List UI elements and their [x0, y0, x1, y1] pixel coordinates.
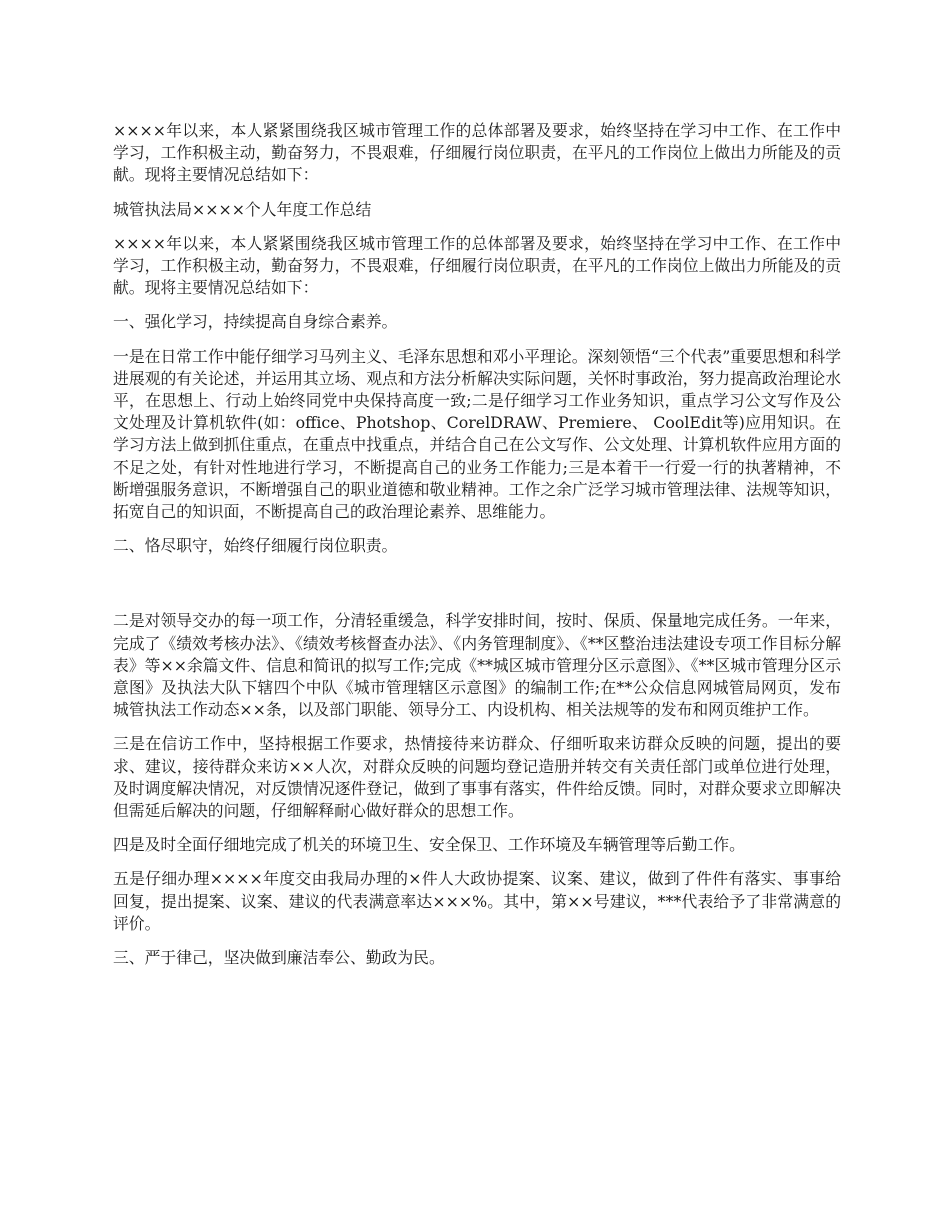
intro-paragraph: ××××年以来，本人紧紧围绕我区城市管理工作的总体部署及要求，始终坚持在学习中工作、在工作中学习，工作积极主动，勤奋努力，不畏艰难，仔细履行岗位职责，在平凡的工作岗位上做出力所能及的贡献。现将主要情况总结如下：: [113, 121, 841, 185]
section-heading-3: 三、严于律己，坚决做到廉洁奉公、勤政为民。: [113, 948, 445, 968]
section-heading-2: 二、恪尽职守，始终仔细履行岗位职责。: [113, 536, 398, 556]
proposals-paragraph: 五是仔细办理××××年度交由我局办理的×件人大政协提案、议案、建议，做到了件件有落实、事事给回复，提出提案、议案、建议的代表满意率达×××%。其中，第××号建议，***代表给予了非常满意的评价。: [113, 869, 841, 933]
section-heading-1: 一、强化学习，持续提高自身综合素养。: [113, 312, 398, 332]
logistics-paragraph: 四是及时全面仔细地完成了机关的环境卫生、安全保卫、工作环境及车辆管理等后勤工作。: [113, 835, 745, 855]
tasks-paragraph: 二是对领导交办的每一项工作，分清轻重缓急，科学安排时间，按时、保质、保量地完成任务。一年来，完成了《绩效考核办法》、《绩效考核督查办法》、《内务管理制度》、《**区整治违法建设专项工作目标分解表》等××余篇文件、信息和简讯的拟写工作;完成《**城区城市管理分区示意图》、《**区城市管理分区示意图》及执法大队下辖四个中队《城市管理辖区示意图》的编制工作;在**公众信息网城管局网页，发布城管执法工作动态××条，以及部门职能、领导分工、内设机构、相关法规等的发布和网页维护工作。: [113, 611, 841, 720]
intro-paragraph-repeat: ××××年以来，本人紧紧围绕我区城市管理工作的总体部署及要求，始终坚持在学习中工作、在工作中学习，工作积极主动，勤奋努力，不畏艰难，仔细履行岗位职责，在平凡的工作岗位上做出力所能及的贡献。现将主要情况总结如下：: [113, 233, 841, 298]
study-paragraph: 一是在日常工作中能仔细学习马列主义、毛泽东思想和邓小平理论。深刻领悟“三个代表”重要思想和科学进展观的有关论述，并运用其立场、观点和方法分析解决实际问题，关怀时事政治，努力提高政治理论水平，在思想上、行动上始终同党中央保持高度一致;二是仔细学习工作业务知识，重点学习公文写作及公文处理及计算机软件(如：office、Photshop、CorelDRAW、Premiere、 CoolEdit等)应用知识。在学习方法上做到抓住重点，在重点中找重点，并结合自己在公文写作、公文处理、计算机软件应用方面的不足之处，有针对性地进行学习，不断提高自己的业务工作能力;三是本着干一行爱一行的执著精神，不断增强服务意识，不断增强自己的职业道德和敬业精神。工作之余广泛学习城市管理法律、法规等知识，拓宽自己的知识面，不断提高自己的政治理论素养、思维能力。: [113, 346, 841, 522]
petition-paragraph: 三是在信访工作中，坚持根据工作要求，热情接待来访群众、仔细听取来访群众反映的问题，提出的要求、建议，接待群众来访××人次，对群众反映的问题均登记造册并转交有关责任部门或单位进行处理，及时调度解决情况，对反馈情况逐件登记，做到了事事有落实，件件给反馈。同时，对群众要求立即解决但需延后解决的问题，仔细解释耐心做好群众的思想工作。: [113, 734, 841, 821]
document-title: 城管执法局××××个人年度工作总结: [113, 199, 372, 219]
document-body: [113, 120, 841, 981]
